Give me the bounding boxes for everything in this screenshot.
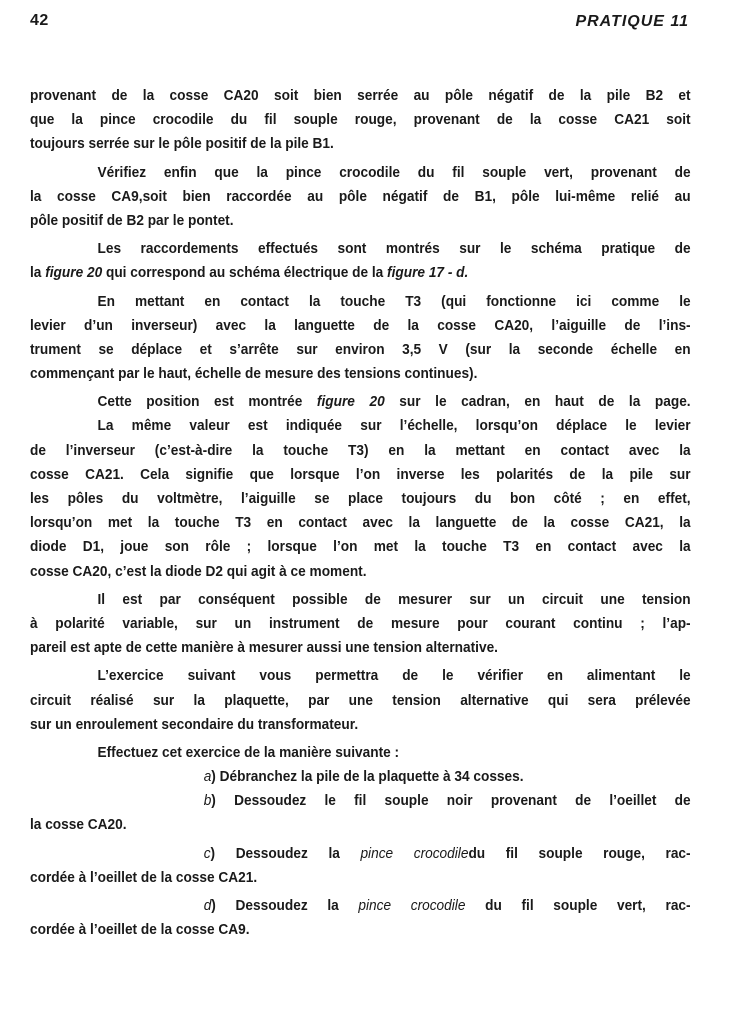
text-run: la — [30, 264, 46, 282]
text-run: ) Dessoudez la — [210, 844, 361, 862]
emphasis: pince crocodile — [358, 897, 466, 914]
text-line: diode D1, joue son rôle ; lorsque l’on met la touche T3 en contact avec la — [30, 538, 691, 556]
body-text — [30, 84, 691, 942]
list-item-c — [30, 842, 691, 866]
text-run: qui correspond au schéma électrique de la — [102, 264, 388, 282]
text-line: cordée à l’oeillet de la cosse CA21. — [30, 868, 258, 886]
text-line: La même valeur est indiquée sur l’échelle, lorsqu’on déplace le levier — [97, 417, 691, 435]
text-line: circuit réalisé sur la plaquette, par une tension alternative qui sera prélevée — [30, 691, 691, 709]
text-line: cosse CA21. Cela signifie que lorsque l’on inverse les polarités de la pile sur — [30, 465, 691, 483]
text-line: Vérifiez enfin que la pince crocodile du fil souple vert, provenant de — [97, 163, 691, 181]
text-line: L’exercice suivant vous permettra de le vérifier en alimentant le — [97, 667, 691, 685]
text-run: ) Dessoudez le fil souple noir provenant de l’oeillet de — [211, 792, 691, 810]
text-run: du fil souple vert, rac- — [465, 897, 691, 914]
text-line: provenant de la cosse CA20 soit bien serrée au pôle négatif de la pile B2 et — [30, 87, 691, 104]
list-marker: a — [203, 768, 212, 786]
text-line: sur un enroulement secondaire du transformateur. — [30, 715, 359, 733]
list-item-b — [30, 789, 691, 813]
text-line: cosse CA20, c’est la diode D2 qui agit à ce moment. — [30, 562, 367, 580]
text-line: pareil est apte de cette manière à mesurer aussi une tension alternative. — [30, 639, 498, 657]
text-line: commençant par le haut, échelle de mesure des tensions continues). — [30, 365, 478, 383]
text-run: du fil souple rouge, rac- — [468, 844, 691, 862]
list-marker: d — [203, 897, 212, 914]
figure-reference: figure 20 — [45, 264, 103, 282]
text-line: Les raccordements effectués sont montrés sur le schéma pratique de — [97, 240, 691, 258]
text-line: En mettant en contact la touche T3 (qui fonctionne ici comme le — [97, 292, 691, 310]
text-line: les pôles du voltmètre, l’aiguille se place toujours du bon côté ; en effet, — [30, 490, 691, 507]
emphasis: pince crocodile — [360, 844, 469, 862]
text-line: lorsqu’on met la touche T3 en contact avec la languette de la cosse CA21, la — [30, 514, 691, 532]
text-run: sur le cadran, en haut de la page. — [384, 393, 691, 411]
text-line: la cosse CA20. — [30, 816, 127, 834]
text-line: que la pince crocodile du fil souple rouge, provenant de la cosse CA21 soit — [30, 111, 691, 129]
text-line: la cosse CA9,soit bien raccordée au pôle négatif de B1, pôle lui-même relié au — [30, 187, 691, 205]
text-line: à polarité variable, sur un instrument de mesure pour courant continu ; l’ap- — [30, 614, 691, 632]
figure-reference: figure 20 — [316, 393, 385, 411]
text-run: ) Dessoudez la — [211, 897, 359, 914]
list-item-a — [30, 765, 691, 789]
list-marker: c — [203, 844, 211, 862]
list-item-d — [30, 894, 691, 918]
text-line: de l’inverseur (c’est-à-dire la touche T3) en la mettant en contact avec la — [30, 441, 691, 459]
text-line: pôle positif de B2 par le pontet. — [30, 211, 234, 229]
text-line: Il est par conséquent possible de mesurer sur un circuit une tension — [97, 590, 691, 608]
text-line: toujours serrée sur le pôle positif de la pile B1. — [30, 135, 334, 153]
text-run: Cette position est montrée — [97, 393, 317, 411]
text-line: Effectuez cet exercice de la manière suivante : — [97, 743, 400, 761]
figure-reference: figure 17 - d. — [387, 264, 469, 282]
text-line — [30, 390, 691, 414]
text-line: cordée à l’oeillet de la cosse CA9. — [30, 921, 250, 939]
list-marker: b — [203, 792, 212, 810]
text-line: trument se déplace et s’arrête sur environ 3,5 V (sur la seconde échelle en — [30, 340, 691, 358]
text-line: levier d’un inverseur) avec la languette de la cosse CA20, l’aiguille de l’ins- — [30, 316, 691, 334]
text-line — [30, 261, 691, 285]
running-head: PRATIQUE 11 — [575, 13, 689, 30]
text-run: ) Débranchez la pile de la plaquette à 34 cosses. — [211, 768, 524, 786]
page-number: 42 — [30, 12, 49, 29]
